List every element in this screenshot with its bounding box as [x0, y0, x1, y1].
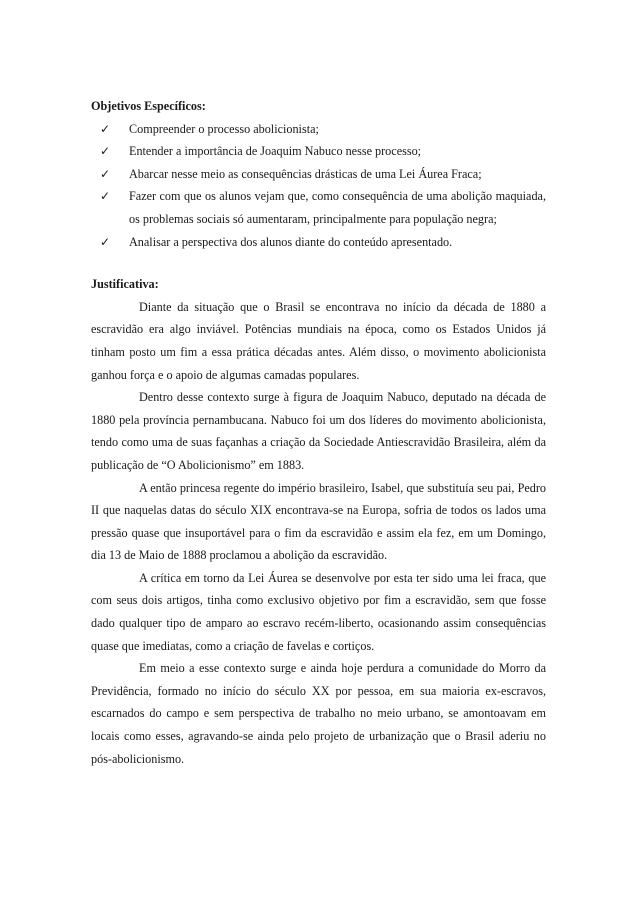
check-icon: ✓ — [100, 144, 111, 159]
paragraph: Dentro desse contexto surge à figura de Joaquim Nabuco, deputado na década de 1880 pela província pernambucana. Nabuco foi um dos líderes do movimento abolicionista, tendo como uma de suas façanhas a criação da Sociedade Antiescravidão Brasileira, além da publicação de “O Abolicionismo” em 1883. — [91, 390, 546, 472]
check-icon: ✓ — [100, 189, 111, 204]
document-page — [91, 95, 546, 770]
list-item — [100, 185, 546, 230]
justificativa-heading: Justificativa: — [91, 277, 159, 292]
check-icon: ✓ — [100, 166, 111, 181]
list-item-text: Analisar a perspectiva dos alunos diante do conteúdo apresentado. — [129, 234, 453, 249]
paragraph: A então princesa regente do império brasileiro, Isabel, que substituía seu pai, Pedro II que naquelas datas do século XIX encontrava-se na Europa, sofria de todos os lados uma pressão quase que insuportável para o fim da escravidão e assim ela fez, em um Domingo, dia 13 de Maio de 1888 proclamou a abolição da escravidão. — [91, 480, 546, 563]
list-item-text: Abarcar nesse meio as consequências drásticas de uma Lei Áurea Fraca; — [129, 166, 482, 181]
list-item-text: Compreender o processo abolicionista; — [129, 121, 319, 136]
list-item-text: Fazer com que os alunos vejam que, como consequência de uma abolição maquiada, os problemas sociais só aumentaram, principalmente para população negra; — [129, 189, 546, 226]
list-item — [100, 118, 546, 141]
check-icon: ✓ — [100, 234, 111, 249]
objetivos-heading: Objetivos Específicos: — [91, 99, 206, 113]
objetivos-list — [91, 118, 546, 254]
list-item — [100, 163, 546, 186]
section-spacer — [91, 253, 546, 273]
paragraph: Em meio a esse contexto surge e ainda hoje perdura a comunidade do Morro da Previdência, formado no início do século XX por pessoa, em sua maioria ex-escravos, escarnados do campo e sem perspectiva de trabalho no meio urbano, se amontoavam em locais como esses, agravando-se ainda pelo projeto de urbanização que o Brasil aderiu no pós-abolicionismo. — [91, 661, 546, 766]
paragraph: A crítica em torno da Lei Áurea se desenvolve por esta ter sido uma lei fraca, que com seus dois artigos, tinha como exclusivo objetivo por fim a escravidão, sem que fosse dado qualquer tipo de amparo ao escravo recém-liberto, ocasionando assim consequências quase que imediatas, como a criação de favelas e cortiços. — [91, 570, 546, 653]
list-item — [100, 231, 546, 254]
check-icon: ✓ — [100, 121, 111, 136]
list-item — [100, 140, 546, 163]
paragraph: Diante da situação que o Brasil se encontrava no início da década de 1880 a escravidão era algo inviável. Potências mundiais na época, como os Estados Unidos já tinham posto um fim a essa prática décadas antes. Além disso, o movimento abolicionista ganhou força e o apoio de algumas camadas populares. — [91, 299, 546, 382]
list-item-text: Entender a importância de Joaquim Nabuco nesse processo; — [129, 144, 422, 159]
